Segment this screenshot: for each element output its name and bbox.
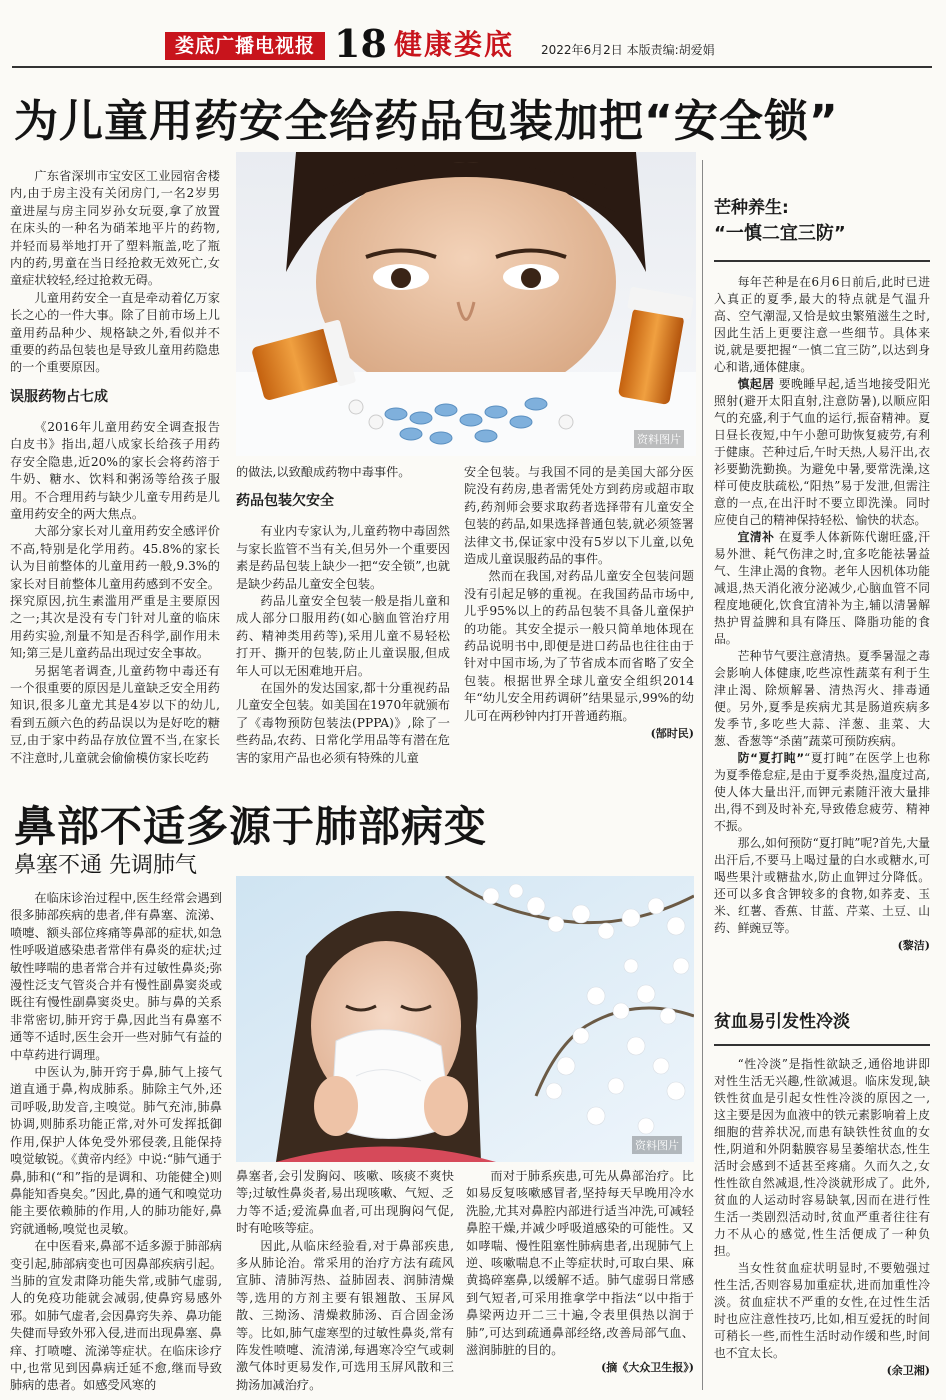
article1-headline: 为儿童用药安全给药品包装加把“安全锁” bbox=[14, 96, 839, 147]
item-text: 那么,如何预防“夏打盹”呢?首先,大量出汗后,不要马上喝过量的白水或糖水,可喝些果汁或糖盐水,防止血钾过分降低。还可以多食含钾较多的食物,如荞麦、玉米、红薯、香蕉、甘蓝、芹菜、土豆、山药、鲜豌豆等。 bbox=[714, 836, 930, 935]
article1-photo bbox=[236, 152, 696, 456]
article1-col1 bbox=[10, 168, 220, 767]
keyword: 防“夏打盹” bbox=[737, 751, 805, 765]
masthead-rule bbox=[12, 66, 932, 68]
date-editor: 2022年6月2日 本版责编:胡爱娟 bbox=[541, 43, 715, 57]
sneezing-woman-illustration bbox=[236, 876, 694, 1162]
paragraph: 儿童用药安全一直是牵动着亿万家长之心的一件大事。除了目前市场上儿童用药品种少、规格缺之外,看似并不重要的药品包装也是导致儿童用药隐患的一个重要原因。 bbox=[10, 290, 220, 375]
paragraph: 中医认为,肺开窍于鼻,肺气上接气道直通于鼻,构成肺系。肺除主气外,还司呼吸,助发音,主嗅觉。肺气充沛,肺鼻协调,则肺系功能正常,对外可发挥抵御作用,保护人体免受外邪侵袭,且能保持嗅觉敏锐。《黄帝内经》中说:“肺气通于鼻,肺和(“和”指的是调和、功能健全)则鼻能知香臭矣。”因此,鼻的通气和嗅觉功能主要依赖肺的作用,人的肺功能好,鼻窍就通畅,嗅觉也灵敏。 bbox=[10, 1065, 222, 1236]
sidebar1-item bbox=[714, 835, 930, 937]
article1-col3 bbox=[464, 464, 694, 743]
sidebar2-rule bbox=[714, 1044, 930, 1046]
paragraph: 在国外的发达国家,都十分重视药品儿童安全包装。如美国在1970年就颁布了《毒物预防包装法(PPPA)》,除了一些药品,农药、日常化学用品等有潜在危害的家用产品也必须有特殊的儿童 bbox=[236, 681, 450, 765]
article2-col1 bbox=[10, 890, 222, 1395]
column-divider bbox=[702, 160, 703, 1390]
article2-photo bbox=[236, 876, 694, 1162]
sidebar1-byline: (黎洁) bbox=[897, 939, 930, 952]
sidebar2 bbox=[714, 1010, 930, 1379]
item-text: 芒种节气要注意清热。夏季暑湿之毒会影响人体健康,吃些凉性蔬菜有利于生津止渴、除烦解暑、清热泻火、排毒通便。另外,夏季是疾病尤其是肠道疾病多发季节,多吃些大蒜、洋葱、韭菜、大葱、香葱等“杀菌”蔬菜可预防疾病。 bbox=[714, 649, 930, 748]
paragraph: 当女性贫血症状明显时,不要勉强过性生活,否则容易加重症状,进而加重性冷淡。贫血症状不严重的女性,在过性生活时也应注意性技巧,比如,相互爱抚的时间可稍长一些,而性生活时动作缓和些,时间也不宜太长。 bbox=[714, 1261, 930, 1360]
sidebar1 bbox=[714, 196, 930, 954]
paragraph: 另据笔者调查,儿童药物中毒还有一个很重要的原因是儿童缺乏安全用药知识,很多儿童尤其是4岁以下的幼儿,看到五颜六色的药品误以为是好吃的糖豆,由于家中药品存放位置不当,在家长不注意时,儿童就会偷偷模仿家长吃药 bbox=[10, 663, 220, 765]
article2-byline: (摘《大众卫生报》) bbox=[601, 1361, 694, 1375]
child-medicine-illustration bbox=[236, 152, 696, 456]
paragraph: 的做法,以致酿成药物中毒事件。 bbox=[236, 465, 411, 479]
paragraph: 大部分家长对儿童用药安全感评价不高,特别是化学用药。45.8%的家长认为目前整体的儿童用药一般,9.3%的家长对目前整体儿童用药感到不安全。探究原因,抗生素滥用严重是主要原因之一;其次是没有专门针对儿童的临床用药实验,剂量不知是否科学,副作用未知;第三是儿童药品出现过安全事故。 bbox=[10, 524, 220, 661]
paragraph: 每年芒种是在6月6日前后,此时已进入真正的夏季,最大的特点就是气温升高、空气潮湿,又恰是蚊虫繁殖滋生之时,因此生活上更要注意一些细节。具体来说,就是要把握“一慎二宜三防”,以达到身心和谐,通体健康。 bbox=[714, 275, 930, 374]
photo-caption: 资料图片 bbox=[632, 1136, 682, 1154]
sidebar1-title-line1: 芒种养生: bbox=[714, 198, 789, 218]
sidebar1-rule bbox=[714, 260, 930, 262]
sidebar2-byline: (余卫湘) bbox=[886, 1364, 930, 1377]
sidebar2-body bbox=[714, 1056, 930, 1379]
sidebar2-title: 贫血易引发性冷淡 bbox=[714, 1012, 850, 1032]
article1-sub1: 误服药物占七成 bbox=[10, 388, 108, 405]
sidebar1-item bbox=[714, 376, 930, 529]
paragraph: 在临床诊治过程中,医生经常会遇到很多肺部疾病的患者,伴有鼻塞、流涕、喷嚏、额头部位疼痛等鼻部的症状,如急性呼吸道感染患者常伴有鼻炎的症状;过敏性哮喘的患者常合并有过敏性鼻炎;弥漫性泛支气管炎合并有慢性副鼻窦炎或既往有慢性副鼻窦炎史。肺与鼻的关系非常密切,肺开窍于鼻,因此当有鼻塞不通等不适时,医生会开一些对肺气有益的中草药进行调理。 bbox=[10, 891, 222, 1062]
paragraph: 而对于肺系疾患,可先从鼻部治疗。比如易反复咳嗽感冒者,坚持每天早晚用冷水洗脸,尤其对鼻腔内部进行适当冲洗,可减轻鼻腔干燥,并减少呼吸道感染的可能性。又如哮喘、慢性阻塞性肺病患者,出现肺气上逆、咳嗽喘息不止等症状时,可取白果、麻黄捣碎塞鼻,以缓解不适。肺气虚弱日常感到气短者,可采用推拿学中指法“以中指于鼻梁两边开二三十遍,令表里俱热以润于肺”,可达到疏通鼻部经络,改善局部气血、滋润肺脏的目的。 bbox=[466, 1169, 694, 1358]
sidebar1-body bbox=[714, 274, 930, 954]
article2-col3 bbox=[466, 1168, 694, 1377]
paragraph: “性冷淡”是指性欲缺乏,通俗地讲即对性生活无兴趣,性欲减退。临床发现,缺铁性贫血是引起女性性冷淡的原因之一,这主要是因为血液中的铁元素影响着上皮细胞的营养状况,而患有缺铁性贫血的女性,阴道和外阴黏膜容易呈萎缩状态,性生活时会感到不适甚至疼痛。久而久之,女性性欲自然减退,性冷淡就形成了。此外,贫血的人运动时容易缺氧,因而在进行性生活一类剧烈活动时,贫血严重者往往有力不从心的感觉,性生活便成了一种负担。 bbox=[714, 1057, 930, 1258]
sidebar1-item bbox=[714, 648, 930, 750]
paragraph: 《2016年儿童用药安全调查报告白皮书》指出,超八成家长给孩子用药存安全隐患,近20%的家长会将药溶于牛奶、糖水、饮料和粥汤等给孩子服用。不合理用药与缺少儿童专用药是儿童用药安全的两大焦点。 bbox=[10, 419, 220, 521]
paragraph: 因此,从临床经验看,对于鼻部疾患,多从肺论治。常采用的治疗方法有疏风宣肺、清肺泻热、益肺固表、润肺清燥等,选用的方剂主要有银翘散、玉屏风散、三拗汤、清燥救肺汤、百合固金汤等。比如,肺气虚寒型的过敏性鼻炎,常有阵发性喷嚏、流清涕,每遇寒冷空气或刺激气体时更易发作,可选用玉屏风散和三拗汤加减治疗。 bbox=[236, 1238, 454, 1392]
section-title: 健康娄底 bbox=[394, 28, 515, 61]
page-number: 18 bbox=[334, 21, 387, 66]
paragraph: 在中医看来,鼻部不适多源于肺部病变引起,肺部病变也可因鼻部疾病引起。当肺的宣发肃降功能失常,或肺气虚弱,人的免疫功能就会减弱,使鼻窍易感外邪。如肺气虚者,会因鼻窍失养、鼻功能失健而导致外邪入侵,进而出现鼻塞、鼻痒、打喷嚏、流涕等症状。在临床诊疗中,也常见到因鼻病迁延不愈,继而导致肺病的患者。如感受风寒的 bbox=[10, 1239, 222, 1393]
paragraph: 有业内专家认为,儿童药物中毒固然与家长监管不当有关,但另外一个重要因素是药品包装上缺少一把“安全锁”,也就是缺少药品儿童安全包装。 bbox=[236, 524, 450, 591]
photo-caption: 资料图片 bbox=[634, 430, 684, 448]
sidebar1-item bbox=[714, 529, 930, 648]
article1-col2 bbox=[236, 464, 450, 767]
paragraph: 然而在我国,对药品儿童安全包装问题没有引起足够的重视。在我国药品市场中,儿乎95%以上的药品包装不具备儿童保护的功能。其安全提示一般只简单地体现在药品说明书中,即便是进口药品也往往由于针对中国市场,为了节省成本而省略了安全包装。根据世界全球儿童安全组织2014年“幼儿安全用药调研”结果显示,99%的幼儿可在两秒钟内打开普通药瓶。 bbox=[464, 569, 694, 723]
paragraph: 安全包装。与我国不同的是美国大部分医院没有药房,患者需凭处方到药房或超市取药,药剂师会要求取药者选择带有儿童安全包装的药品,如果选择普通包装,就必须签署法律文书,保证家中没有5岁以下儿童,以免造成儿童误服药品的事件。 bbox=[464, 465, 694, 567]
item-text: 要晚睡早起,适当地接受阳光照射(避开太阳直射,注意防暑),以顺应阳气的充盛,利于气血的运行,振奋精神。夏日昼长夜短,中午小憩可助恢复疲劳,有利于健康。芒种过后,午时天热,人易汗出,衣衫要勤洗勤换。为避免中暑,要常洗澡,这样可使皮肤疏松,“阳热”易于发泄,但需注意的一点,在出汗时不要立即洗澡。同时应使自己的精神保持轻松、愉快的状态。 bbox=[714, 377, 930, 527]
article2-col2 bbox=[236, 1168, 454, 1394]
keyword: 宜清补 bbox=[737, 530, 775, 544]
paragraph: 鼻塞者,会引发胸闷、咳嗽、咳痰不爽快等;过敏性鼻炎者,易出现咳嗽、气短、乏力等不适;爱流鼻血者,可出现胸闷气促,时有呛咳等症。 bbox=[236, 1169, 454, 1236]
item-text: 在夏季人体新陈代谢旺盛,汗易外泄、耗气伤津之时,宜多吃能祛暑益气、生津止渴的食物。老年人因机体功能减退,热天消化液分泌减少,心脑血管不同程度地硬化,饮食宜清补为主,辅以清暑解热护胃益脾和具有降压、降脂功能的食品。 bbox=[714, 530, 930, 646]
sidebar1-item bbox=[714, 750, 930, 835]
article1-byline: (郜时民) bbox=[650, 727, 694, 741]
article1-sub2: 药品包装欠安全 bbox=[236, 493, 334, 510]
paragraph: 药品儿童安全包装一般是指儿童和成人部分口服用药(如心脑血管治疗用药、精神类用药等),采用儿童不易轻松打开、撕开的包装,防止儿童误服,但成年人可以无困难地开启。 bbox=[236, 594, 450, 678]
keyword: 慎起居 bbox=[737, 377, 775, 391]
item-text: “夏打盹”在医学上也称为夏季倦怠症,是由于夏季炎热,温度过高,使人体大量出汗,而钾元素随汗液大量排出,得不到及时补充,导致倦怠疲劳、精神不振。 bbox=[714, 751, 930, 833]
paragraph: 广东省深圳市宝安区工业园宿舍楼内,由于房主没有关闭房门,一名2岁男童进屋与房主同岁孙女玩耍,拿了放置在床头的一种名为硝苯地平片的药物,并轻而易举地打开了塑料瓶盖,吃了瓶内的药,男童在当日经抢救无效死亡,女童症状较轻,经过抢救无碍。 bbox=[10, 169, 220, 288]
paper-logo: 娄底广播电视报 bbox=[165, 32, 325, 60]
article2-subtitle: 鼻塞不通 先调肺气 bbox=[14, 853, 197, 878]
sidebar1-title-line2: “一慎二宜三防” bbox=[714, 223, 846, 244]
article2-headline: 鼻部不适多源于肺部病变 bbox=[14, 802, 488, 851]
